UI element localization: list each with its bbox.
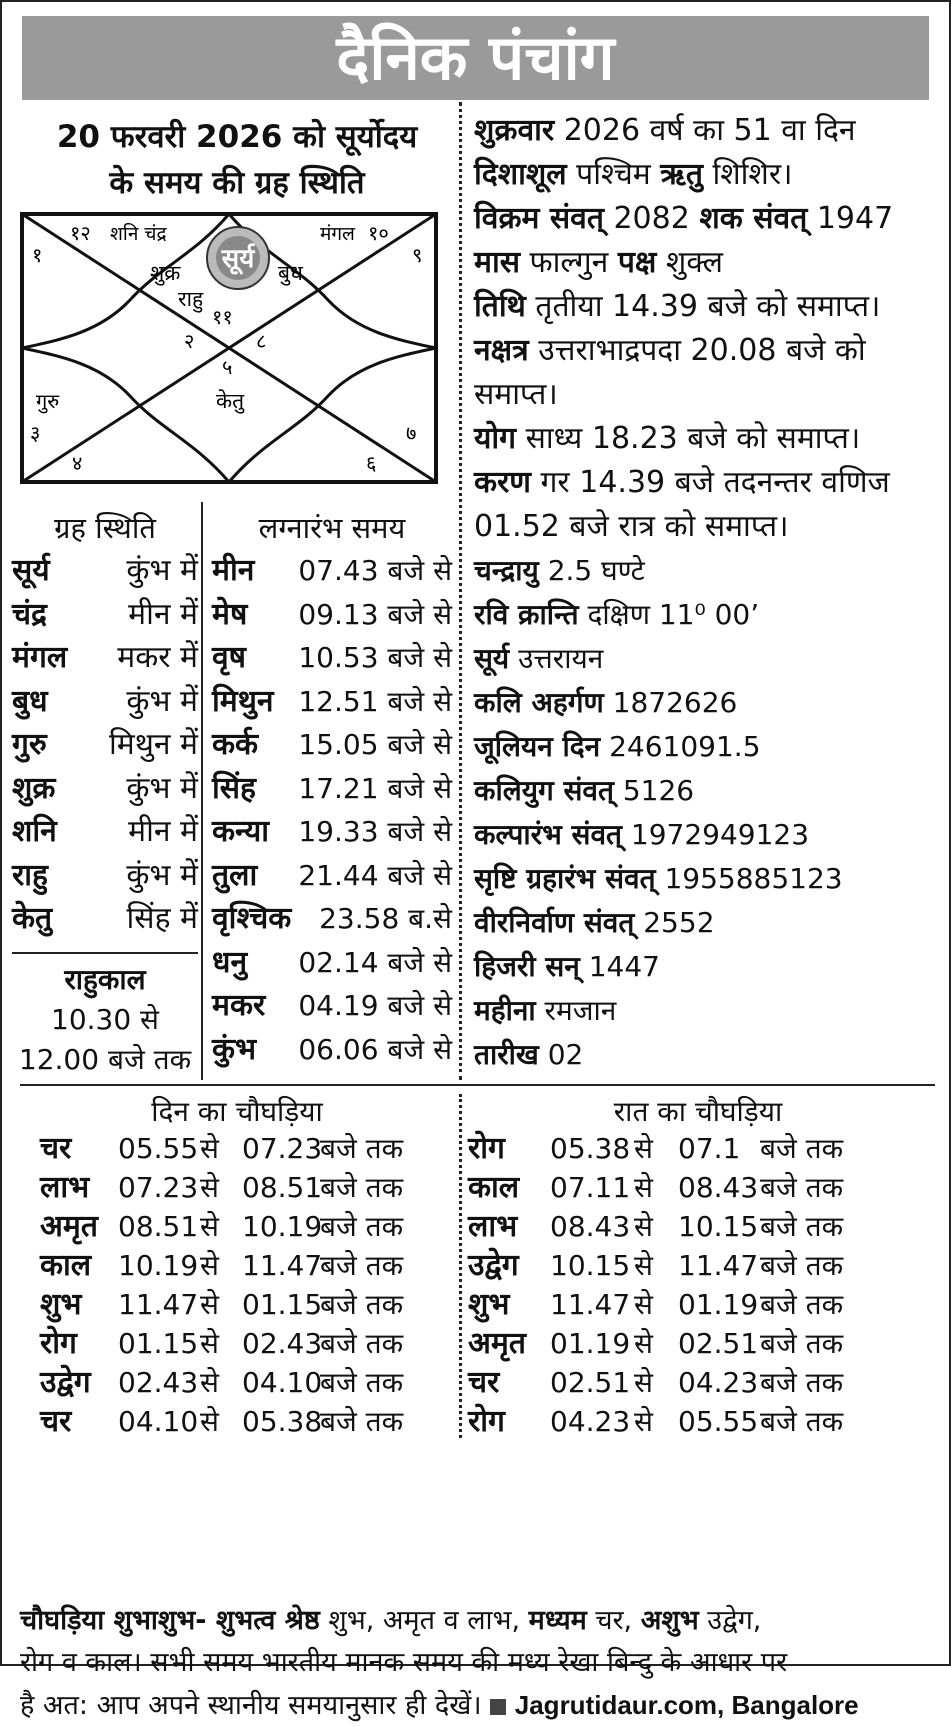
grah-row xyxy=(12,809,198,855)
lagna-time: 15.05 बजे से xyxy=(298,728,452,761)
lagna-row xyxy=(212,983,452,1029)
grah-row xyxy=(12,635,198,681)
upper-column-divider xyxy=(459,102,462,1080)
info-value: साध्य 18.23 बजे को समाप्त। xyxy=(516,421,861,456)
choghadiya-tak: बजे तक xyxy=(320,1327,404,1360)
lagna-row xyxy=(212,809,452,855)
choghadiya-to: 10.19 xyxy=(242,1210,323,1243)
choghadiya-se: से xyxy=(634,1171,653,1204)
footer-line2: रोग व काल। सभी समय भारतीय मानक समय की मध्य रेखा बिन्दु के आधार पर xyxy=(20,1647,788,1678)
footer-line3-wrap xyxy=(20,1684,935,1727)
info-line xyxy=(474,108,856,154)
house-9-number: ९ xyxy=(412,243,423,267)
lagna-time: 04.19 बजे से xyxy=(298,989,452,1022)
rahu-label: राहु xyxy=(178,287,204,311)
info-line xyxy=(474,328,866,374)
choghadiya-se: से xyxy=(634,1366,653,1399)
info-line xyxy=(474,1032,583,1078)
choghadiya-se: से xyxy=(200,1405,219,1438)
budh-label: बुध xyxy=(278,261,303,285)
house-4-number: ४ xyxy=(72,451,83,475)
info-value: 1972949123 xyxy=(622,818,810,851)
info-value: 1955885123 xyxy=(655,862,843,895)
choghadiya-se: से xyxy=(200,1327,219,1360)
info-label: शुक्रवार xyxy=(474,113,555,148)
grah-name: सूर्य xyxy=(12,553,50,588)
lagna-time: 07.43 बजे से xyxy=(298,554,452,587)
lagna-name: मीन xyxy=(212,553,255,588)
info-label: वीरनिर्वाण संवत् xyxy=(474,906,635,939)
lagna-time: 10.53 बजे से xyxy=(298,641,452,674)
footer-note xyxy=(20,1600,935,1727)
choghadiya-se: से xyxy=(200,1249,219,1282)
choghadiya-row xyxy=(40,1285,480,1325)
choghadiya-name: शुभ xyxy=(468,1287,510,1322)
lagna-row xyxy=(212,548,452,594)
choghadiya-from: 04.23 xyxy=(550,1405,631,1438)
info-value: 2082 xyxy=(603,201,700,236)
info-value: 2552 xyxy=(634,906,715,939)
lagna-row xyxy=(212,853,452,899)
house-10-number: १० xyxy=(368,221,389,245)
footer-line3: है अत: आप अपने स्थानीय समयानुसार ही देखें। xyxy=(20,1690,482,1721)
grah-name: बुध xyxy=(12,683,48,719)
info-label: मास xyxy=(474,245,520,280)
house-5-number: ५ xyxy=(222,355,233,379)
info-label: नक्षत्र xyxy=(474,333,529,368)
info-value: 02 xyxy=(538,1038,584,1071)
shani-chandra-label: शनि चंद्र xyxy=(110,223,167,245)
info-label: तिथि xyxy=(474,289,526,324)
choghadiya-to: 11.47 xyxy=(242,1249,323,1282)
info-value: 2461091.5 xyxy=(600,730,761,763)
choghadiya-tak: बजे तक xyxy=(760,1327,844,1360)
house-3-number: ३ xyxy=(30,421,41,445)
chart-heading-line2: के समय की ग्रह स्थिति xyxy=(109,165,365,201)
info-label: चन्द्रायु xyxy=(474,554,539,587)
info-line xyxy=(474,416,860,462)
choghadiya-to: 08.51 xyxy=(242,1171,323,1204)
choghadiya-se: से xyxy=(634,1288,653,1321)
choghadiya-tak: बजे तक xyxy=(760,1288,844,1321)
info-value: 2026 वर्ष का 51 वा दिन xyxy=(554,113,856,148)
choghadiya-tak: बजे तक xyxy=(760,1249,844,1282)
grah-row xyxy=(12,853,198,899)
house-2-number: २ xyxy=(184,329,195,353)
choghadiya-row xyxy=(40,1129,480,1169)
lagna-time: 09.13 बजे से xyxy=(298,597,452,631)
info-value: तृतीया 14.39 बजे को समाप्त। xyxy=(525,289,881,324)
grah-rashi: कुंभ में xyxy=(126,553,198,588)
info-value: पश्चिम xyxy=(566,157,661,192)
choghadiya-from: 08.43 xyxy=(550,1210,631,1243)
choghadiya-separator xyxy=(20,1084,935,1086)
choghadiya-to: 10.15 xyxy=(678,1210,759,1243)
choghadiya-from: 07.23 xyxy=(118,1171,199,1204)
info-value: दक्षिण 11⁰ 00’ xyxy=(578,598,760,631)
info-line xyxy=(474,284,880,330)
info-value: फाल्गुन xyxy=(520,245,618,280)
choghadiya-tak: बजे तक xyxy=(760,1132,844,1165)
footer-text-1: शुभ, अमृत व लाभ, xyxy=(319,1605,529,1636)
info-line xyxy=(474,460,890,506)
choghadiya-row xyxy=(40,1324,480,1364)
info-line xyxy=(474,944,660,990)
choghadiya-row xyxy=(40,1402,480,1442)
choghadiya-row xyxy=(468,1168,908,1208)
lagna-name: मकर xyxy=(212,988,266,1023)
choghadiya-tak: बजे तक xyxy=(320,1405,404,1438)
lagna-time: 21.44 बजे से xyxy=(298,858,452,892)
choghadiya-to: 07.1 xyxy=(678,1132,741,1165)
rahukaal-separator xyxy=(12,952,198,954)
house-12-number: १२ xyxy=(70,221,91,245)
choghadiya-name: काल xyxy=(468,1170,520,1205)
choghadiya-to: 04.23 xyxy=(678,1366,759,1399)
info-value: 01.52 बजे रात्र को समाप्त। xyxy=(474,509,789,544)
house-8-number: ८ xyxy=(256,329,267,353)
info-line xyxy=(474,152,792,198)
grah-row xyxy=(12,722,198,768)
choghadiya-se: से xyxy=(200,1210,219,1243)
info-value: उत्तरायन xyxy=(509,642,604,675)
choghadiya-se: से xyxy=(634,1249,653,1282)
choghadiya-tak: बजे तक xyxy=(320,1288,404,1321)
footer-text-2: चर, xyxy=(586,1605,641,1636)
info-line xyxy=(474,856,843,902)
info-label: तारीख xyxy=(474,1038,539,1071)
info-value: उत्तराभाद्रपदा 20.08 बजे को xyxy=(528,333,866,368)
chart-heading xyxy=(22,114,452,206)
choghadiya-to: 02.51 xyxy=(678,1327,759,1360)
choghadiya-to: 11.47 xyxy=(678,1249,759,1282)
grah-row xyxy=(12,896,198,942)
footer-line1 xyxy=(20,1600,935,1642)
footer-text-3: उद्वेग, xyxy=(698,1605,762,1636)
info-line xyxy=(474,680,737,726)
choghadiya-tak: बजे तक xyxy=(320,1171,404,1204)
info-value: 1447 xyxy=(579,950,660,983)
choghadiya-to: 04.10 xyxy=(242,1366,323,1399)
choghadiya-tak: बजे तक xyxy=(760,1405,844,1438)
info-line xyxy=(474,548,645,594)
choghadiya-row xyxy=(468,1207,908,1247)
lagna-name: वृष xyxy=(212,640,247,675)
grah-name: शनि xyxy=(12,814,57,849)
choghadiya-name: रोग xyxy=(468,1131,505,1166)
choghadiya-row xyxy=(468,1129,908,1169)
choghadiya-from: 04.10 xyxy=(118,1405,199,1438)
choghadiya-se: से xyxy=(634,1327,653,1360)
choghadiya-row xyxy=(468,1363,908,1403)
square-bullet-icon xyxy=(490,1699,506,1715)
grah-name: शुक्र xyxy=(12,770,56,806)
rahukaal-line2: 12.00 बजे तक xyxy=(18,1043,192,1076)
choghadiya-from: 02.51 xyxy=(550,1366,631,1399)
lagna-row xyxy=(212,766,452,812)
choghadiya-from: 11.47 xyxy=(550,1288,631,1321)
lagna-name: कर्क xyxy=(212,727,259,762)
grah-rashi: मिथुन में xyxy=(108,727,198,762)
info-label: विक्रम संवत् xyxy=(474,201,604,236)
grah-name: चंद्र xyxy=(12,596,47,632)
grah-rashi: कुंभ में xyxy=(126,683,198,719)
grah-lagna-divider xyxy=(201,502,203,1080)
grah-rashi: कुंभ में xyxy=(126,857,198,893)
grah-name: मंगल xyxy=(12,640,68,675)
choghadiya-se: से xyxy=(200,1366,219,1399)
choghadiya-se: से xyxy=(200,1171,219,1204)
lagna-time: 02.14 बजे से xyxy=(298,945,452,979)
choghadiya-name: लाभ xyxy=(40,1170,90,1205)
choghadiya-name: चर xyxy=(40,1404,72,1439)
lagna-time: 17.21 बजे से xyxy=(298,771,452,805)
lagna-row xyxy=(212,592,452,638)
lagna-name: वृश्चिक xyxy=(212,901,292,936)
info-value: 1872626 xyxy=(603,686,738,719)
choghadiya-se: से xyxy=(634,1210,653,1243)
choghadiya-row xyxy=(468,1402,908,1442)
choghadiya-se: से xyxy=(200,1132,219,1165)
raat-choghadiya-heading: रात का चौघड़िया xyxy=(613,1095,783,1128)
info-label-2: पक्ष xyxy=(617,245,657,280)
choghadiya-name: रोग xyxy=(40,1326,77,1361)
lagna-row xyxy=(212,635,452,681)
chart-heading-line1: 20 फरवरी 2026 को सूर्योदय xyxy=(56,119,418,155)
info-label: कल्पारंभ संवत् xyxy=(474,818,623,851)
center-surya-label: सूर्य xyxy=(221,244,255,274)
lagna-time: 19.33 बजे से xyxy=(298,815,452,848)
grah-name: राहु xyxy=(12,857,48,893)
source-credit: Jagrutidaur.com, Bangalore xyxy=(514,1690,859,1720)
choghadiya-name: चर xyxy=(468,1365,500,1400)
lagna-heading: लग्नारंभ समय xyxy=(258,511,406,545)
lagna-name: मेष xyxy=(212,596,248,632)
choghadiya-from: 01.19 xyxy=(550,1327,631,1360)
grah-rashi: मीन में xyxy=(128,596,198,632)
ketu-label: केतु xyxy=(216,389,245,413)
choghadiya-tak: बजे तक xyxy=(320,1366,404,1399)
choghadiya-to: 01.19 xyxy=(678,1288,759,1321)
choghadiya-name: लाभ xyxy=(468,1209,518,1244)
grah-rashi: कुंभ में xyxy=(126,770,198,806)
choghadiya-name: चर xyxy=(40,1131,72,1166)
lagna-name: धनु xyxy=(212,944,248,980)
choghadiya-from: 05.55 xyxy=(118,1132,199,1165)
grah-row xyxy=(12,592,198,638)
footer-bold-2: मध्यम xyxy=(528,1605,587,1636)
choghadiya-to: 05.55 xyxy=(678,1405,759,1438)
choghadiya-row xyxy=(40,1363,480,1403)
choghadiya-se: से xyxy=(200,1288,219,1321)
choghadiya-tak: बजे तक xyxy=(320,1210,404,1243)
info-label: दिशाशूल xyxy=(474,157,567,192)
lagna-name: सिंह xyxy=(212,770,256,806)
lagna-name: कन्या xyxy=(212,814,270,849)
grah-name: गुरु xyxy=(12,727,47,762)
info-line xyxy=(474,504,789,550)
choghadiya-se: से xyxy=(634,1405,653,1438)
choghadiya-from: 10.19 xyxy=(118,1249,199,1282)
choghadiya-name: रोग xyxy=(468,1404,505,1439)
info-line xyxy=(474,636,603,682)
info-line xyxy=(474,724,761,770)
choghadiya-name: अमृत xyxy=(468,1326,526,1361)
grah-name: केतु xyxy=(12,901,53,936)
lagna-name: तुला xyxy=(212,857,258,893)
grah-row xyxy=(12,679,198,725)
lagna-time: 06.06 बजे से xyxy=(298,1032,452,1066)
choghadiya-name: काल xyxy=(40,1248,92,1283)
choghadiya-row xyxy=(468,1285,908,1325)
info-value-2: शुक्ल xyxy=(656,245,724,280)
grah-sthiti-heading: ग्रह स्थिति xyxy=(54,511,156,545)
choghadiya-from: 07.11 xyxy=(550,1171,631,1204)
choghadiya-tak: बजे तक xyxy=(320,1249,404,1282)
shukra-label: शुक्र xyxy=(150,261,181,285)
choghadiya-se: से xyxy=(634,1132,653,1165)
grah-row xyxy=(12,766,198,812)
house-7-number: ७ xyxy=(406,421,417,445)
choghadiya-tak: बजे तक xyxy=(760,1171,844,1204)
info-value: 2.5 घण्टे xyxy=(538,554,645,587)
choghadiya-to: 01.15 xyxy=(242,1288,323,1321)
info-line xyxy=(474,988,616,1034)
lagna-row xyxy=(212,896,452,942)
lagna-name: मिथुन xyxy=(212,683,274,719)
choghadiya-tak: बजे तक xyxy=(760,1366,844,1399)
choghadiya-from: 02.43 xyxy=(118,1366,199,1399)
lagna-name: कुंभ xyxy=(212,1031,257,1067)
info-label: करण xyxy=(474,465,531,500)
choghadiya-name: उद्वेग xyxy=(468,1248,519,1283)
rahukaal-heading: राहुकाल xyxy=(64,963,146,996)
info-line xyxy=(474,372,558,418)
choghadiya-to: 02.43 xyxy=(242,1327,323,1360)
choghadiya-row xyxy=(468,1324,908,1364)
lagna-row xyxy=(212,679,452,725)
info-value-2: 1947 xyxy=(807,201,894,236)
footer-bold-1: चौघड़िया शुभाशुभ- शुभत्व श्रेष्ठ xyxy=(20,1605,320,1636)
grah-rashi: मीन में xyxy=(128,814,198,849)
info-label: कलि अहर्गण xyxy=(474,686,604,719)
info-value: 5126 xyxy=(613,774,695,807)
grah-rashi: मकर में xyxy=(117,640,198,675)
info-label: जूलियन दिन xyxy=(474,730,601,763)
info-line xyxy=(474,900,715,946)
info-line xyxy=(474,592,759,638)
choghadiya-row xyxy=(468,1246,908,1286)
info-label: हिजरी सन् xyxy=(474,950,580,983)
footer-bold-3: अशुभ xyxy=(640,1605,699,1636)
mangal-label: मंगल xyxy=(320,223,355,245)
info-line xyxy=(474,812,809,858)
choghadiya-to: 07.23 xyxy=(242,1132,323,1165)
house-6-number: ६ xyxy=(366,451,377,475)
rahukaal-box xyxy=(12,960,198,1080)
house-11-number: ११ xyxy=(212,305,233,329)
info-line xyxy=(474,196,893,242)
info-label: कलियुग संवत् xyxy=(474,774,614,807)
info-label: सृष्टि ग्रहारंभ संवत् xyxy=(474,862,656,895)
guru-label: गुरु xyxy=(36,389,60,413)
lagna-time: 12.51 बजे से xyxy=(298,684,452,718)
kundli-chart xyxy=(20,212,438,484)
house-1-number: १ xyxy=(32,243,43,267)
info-line xyxy=(474,768,694,814)
info-value-2: शिशिर। xyxy=(702,157,793,192)
din-choghadiya-heading: दिन का चौघड़िया xyxy=(151,1095,323,1128)
choghadiya-to: 08.43 xyxy=(678,1171,759,1204)
choghadiya-name: शुभ xyxy=(40,1287,82,1322)
rahukaal-line1: 10.30 से xyxy=(51,1003,159,1036)
choghadiya-row xyxy=(40,1246,480,1286)
choghadiya-row xyxy=(40,1168,480,1208)
choghadiya-tak: बजे तक xyxy=(760,1210,844,1243)
info-value: गर 14.39 बजे तदनन्तर वणिज xyxy=(531,465,890,500)
grah-rashi: सिंह में xyxy=(126,901,198,936)
choghadiya-from: 10.15 xyxy=(550,1249,631,1282)
lagna-row xyxy=(212,722,452,768)
lagna-row xyxy=(212,1027,452,1073)
info-label: सूर्य xyxy=(474,642,510,675)
choghadiya-name: उद्वेग xyxy=(40,1365,91,1400)
lagna-row xyxy=(212,940,452,986)
choghadiya-from: 08.51 xyxy=(118,1210,199,1243)
info-label-2: ऋतु xyxy=(660,157,703,192)
page-title: दैनिक पंचांग xyxy=(22,16,929,100)
info-value: समाप्त। xyxy=(474,377,558,412)
info-label-2: शक संवत् xyxy=(699,201,808,236)
choghadiya-to: 05.38 xyxy=(242,1405,323,1438)
info-label: योग xyxy=(474,421,517,456)
choghadiya-name: अमृत xyxy=(40,1209,98,1244)
info-label: महीना xyxy=(474,994,536,1027)
info-label: रवि क्रान्ति xyxy=(474,598,579,631)
choghadiya-row xyxy=(40,1207,480,1247)
choghadiya-from: 01.15 xyxy=(118,1327,199,1360)
info-line xyxy=(474,240,723,286)
lagna-time: 23.58 ब.से xyxy=(319,902,452,935)
info-value: रमजान xyxy=(535,994,617,1027)
choghadiya-from: 05.38 xyxy=(550,1132,631,1165)
choghadiya-tak: बजे तक xyxy=(320,1132,404,1165)
grah-row xyxy=(12,548,198,594)
choghadiya-from: 11.47 xyxy=(118,1288,199,1321)
